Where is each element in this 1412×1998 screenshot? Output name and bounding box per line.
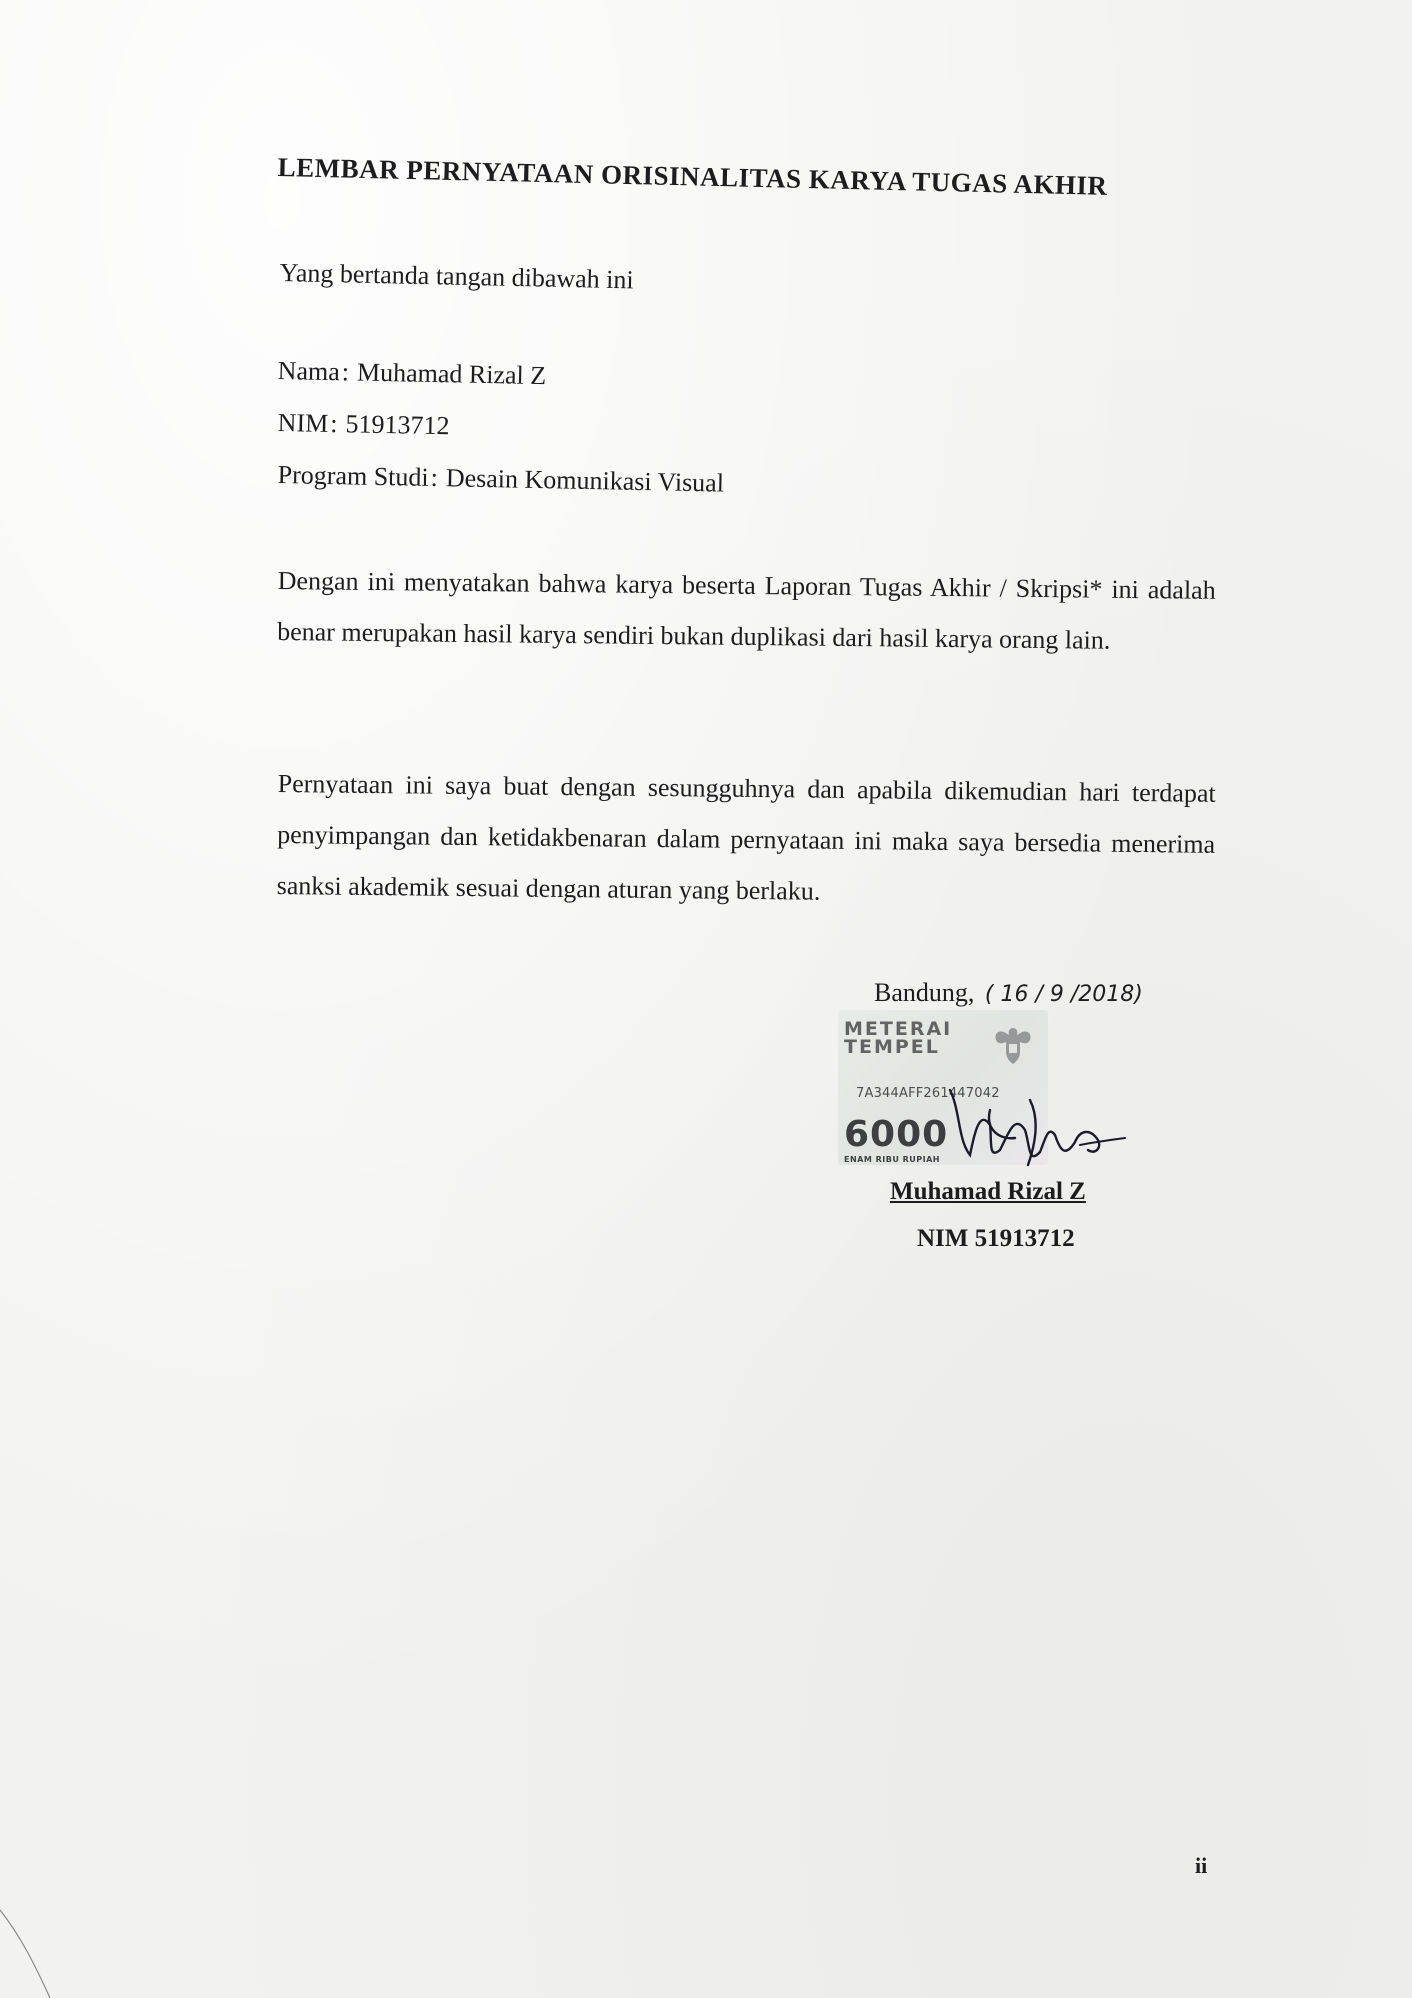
field-name-label: Nama — [277, 356, 341, 387]
stamp-value-words: ENAM RIBU RUPIAH — [844, 1155, 940, 1164]
place-text: Bandung, — [874, 978, 975, 1007]
stamp-label: METERAI TEMPEL — [844, 1018, 953, 1058]
field-nim-value: 51913712 — [345, 409, 450, 441]
stamp-serial: 7A344AFF261447042 — [856, 1086, 1000, 1101]
signer-name: Muhamad Rizal Z — [890, 1178, 1086, 1205]
date-handwritten: ( 16 / 9 /2018) — [984, 982, 1143, 1007]
field-program-value: Desain Komunikasi Visual — [445, 463, 725, 498]
page-number: ii — [1195, 1853, 1208, 1878]
field-nim: NIM: 51913712 — [277, 408, 450, 441]
scan-corner-mark — [0, 1905, 60, 1998]
place-date — [874, 978, 1143, 1008]
handwritten-signature — [930, 1070, 1130, 1180]
declaration-paragraph: Pernyataan ini saya buat dengan sesungguhnya dan apabila dikemudian hari terdapat penyimpangan dan ketidakbenaran dalam pernyataan ini maka saya bersedia menerima sanksi akademik sesuai dengan aturan yang berlaku. — [276, 768, 1216, 906]
stamp-value: 6000 — [844, 1114, 949, 1155]
garuda-emblem-icon — [988, 1022, 1038, 1072]
field-program-label: Program Studi — [277, 460, 429, 492]
statement-paragraph: Dengan ini menyatakan bahwa karya beserta Laporan Tugas Akhir / Skripsi* ini adalah benar merupakan hasil karya sendiri bukan duplikasi dari hasil karya orang lain. — [277, 565, 1216, 655]
intro-text: Yang bertanda tangan dibawah ini — [279, 258, 634, 295]
field-name: Nama: Muhamad Rizal Z — [277, 356, 547, 391]
field-program: Program Studi: Desain Komunikasi Visual — [277, 460, 725, 498]
field-name-value: Muhamad Rizal Z — [356, 357, 547, 391]
signer-nim: NIM 51913712 — [917, 1225, 1075, 1252]
field-nim-label: NIM — [277, 408, 329, 438]
document-title: LEMBAR PERNYATAAN ORISINALITAS KARYA TUGAS AKHIR — [277, 152, 1108, 201]
